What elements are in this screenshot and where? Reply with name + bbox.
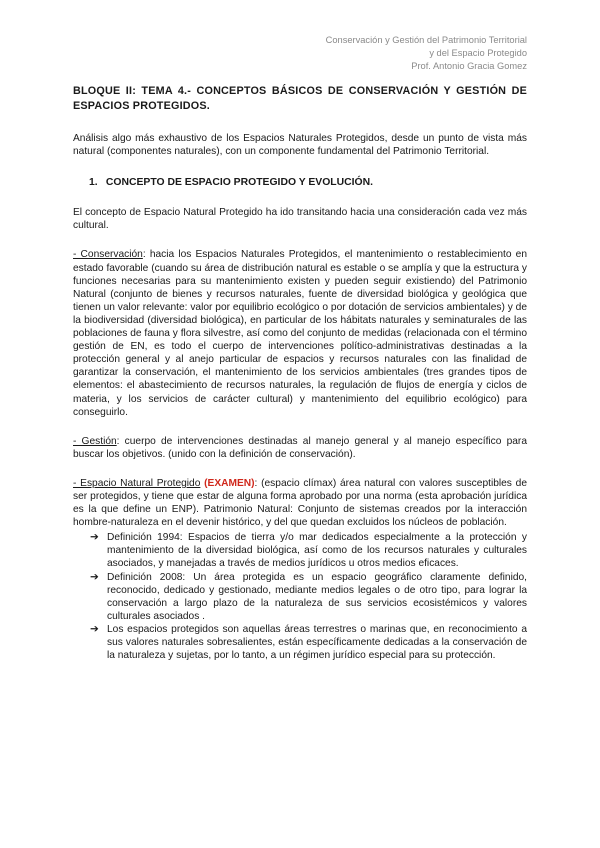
gestion-text: : cuerpo de intervenciones destinadas al manejo general y al manejo específico para buscar los objetivos. (unido con la definición de conservación). bbox=[73, 435, 527, 460]
arrow-right-icon: ➔ bbox=[90, 622, 99, 635]
arrow-right-icon: ➔ bbox=[90, 570, 99, 583]
list-item bbox=[73, 531, 527, 570]
page-title: BLOQUE II: TEMA 4.- CONCEPTOS BÁSICOS DE CONSERVACIÓN Y GESTIÓN DE ESPACIOS PROTEGIDOS. bbox=[73, 85, 527, 112]
enp-close-paren: ) bbox=[251, 477, 255, 489]
exam-badge: EXAMEN bbox=[207, 477, 252, 489]
section-title: CONCEPTO DE ESPACIO PROTEGIDO Y EVOLUCIÓN. bbox=[105, 177, 374, 189]
section-heading bbox=[89, 176, 527, 189]
enp-text: : (espacio clímax) área natural con valores susceptibles de ser protegidos, y tiene que estar de alguna forma aprobado por una norma (esta aprobación jurídica es la que define un ENP). Patrimonio Natural: Conjunto de sistemas creados por la interacción hombre-naturaleza en el devenir histórico, y del que quedan excluidos los núcleos de población. bbox=[73, 477, 527, 529]
enp-open-paren: ( bbox=[200, 477, 208, 489]
header-course-line1: Conservación y Gestión del Patrimonio Territorial bbox=[325, 35, 527, 45]
intro-paragraph: Análisis algo más exhaustivo de los Espacios Naturales Protegidos, desde un punto de vista más natural (componentes naturales), con un componente fundamental del Patrimonio Territorial. bbox=[73, 133, 527, 158]
document-body bbox=[73, 84, 527, 662]
conservacion-term: - Conservación bbox=[73, 249, 143, 261]
list-item-text: Definición 1994: Espacios de tierra y/o mar dedicados especialmente a la protección y mantenimiento de la diversidad biológica, así como de los recursos naturales y culturales asociados, y manejadas a través de medios jurídicos u otros medios eficaces. bbox=[107, 532, 527, 570]
header-professor: Prof. Antonio Gracia Gomez bbox=[411, 60, 527, 71]
list-item bbox=[73, 571, 527, 623]
enp-term: - Espacio Natural Protegido bbox=[73, 477, 201, 489]
definitions-list bbox=[73, 531, 527, 662]
document-header bbox=[227, 34, 527, 72]
conservacion-paragraph bbox=[73, 248, 527, 418]
enp-paragraph bbox=[73, 477, 527, 529]
gestion-term: - Gestión bbox=[73, 435, 117, 447]
header-course-line2: y del Espacio Protegido bbox=[429, 47, 527, 58]
list-item bbox=[73, 623, 527, 662]
conservacion-text: : hacia los Espacios Naturales Protegidos, el mantenimiento o restablecimiento en estado favorable (cuando su área de distribución natural es estable o se amplía y que la estructura y funciones necesarias para su mantenimiento existen y pueden seguir existiendo) del Patrimonio Natural (conjunto de bienes y recursos naturales, fuente de diversidad biológica y geológica que tienen un valor relevante: valor por equilibrio ecológico o por dotación de servicios ambientales) y de la biodiversidad (diversidad biológica), en particular de los hábitats naturales y seminaturales de las poblaciones de fauna y flora silvestre, así como del conjunto de medidas (relacionada con el término gestión de EN, es todo el cuerpo de intervenciones político-administrativas destinadas a la protección general y al anejo particular de espacios y recursos naturales con las finalidad de garantizar la conservación, el mantenimiento de los servicios ambientales (tres grandes tipos de elementos: el abastecimiento de recursos naturales, la regulación de flujos de energía y ciclos de materia, y los servicios de carácter cultural) y mantenimiento del equilibrio ecológico) para conseguirlo. bbox=[73, 249, 527, 418]
concept-paragraph: El concepto de Espacio Natural Protegido ha ido transitando hacia una consideración cada vez más cultural. bbox=[73, 207, 527, 232]
list-item-text: Definición 2008: Un área protegida es un espacio geográfico claramente definido, reconocido, dedicado y gestionado, mediante medios legales o de otro tipo, para lograr la conservación a largo plazo de la naturaleza de sus servicios ecosistémicos y valores culturales asociados . bbox=[107, 571, 527, 622]
arrow-right-icon: ➔ bbox=[90, 531, 99, 544]
section-number: 1. bbox=[89, 177, 98, 189]
gestion-paragraph bbox=[73, 435, 527, 461]
list-item-text: Los espacios protegidos son aquellas áreas terrestres o marinas que, en reconocimiento a sus valores naturales sobresalientes, están específicamente dedicadas a la conservación de la naturaleza y sujetas, por lo tanto, a un régimen jurídico especial para su protección. bbox=[107, 623, 527, 662]
